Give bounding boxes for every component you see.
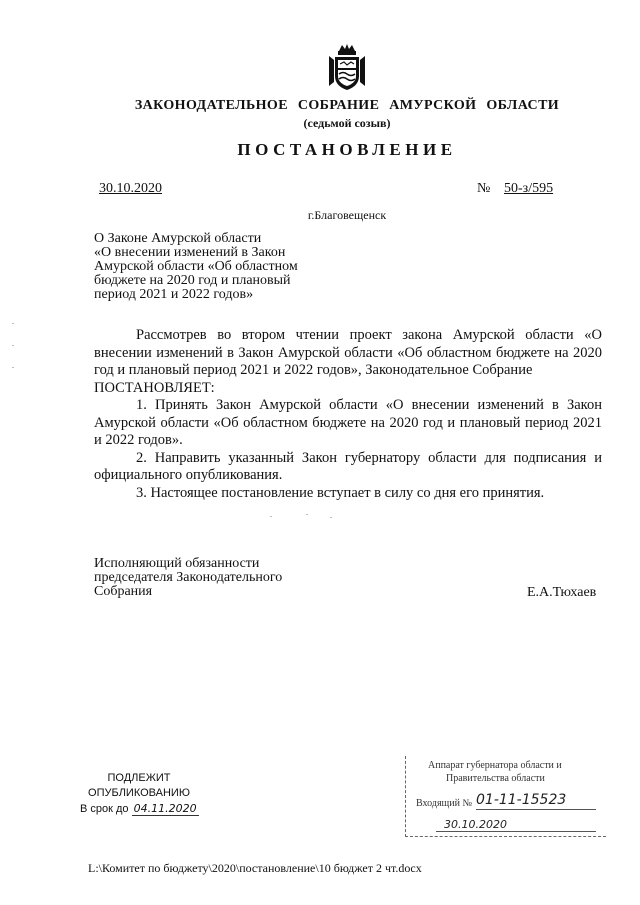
preamble-paragraph: Рассмотрев во втором чтении проект закона Амурской области «О внесении изменений в Закон Амурской области «Об областном бюджете на 2020 год и плановый период 2021 и 2022 годов», Законодательное Собрание bbox=[94, 327, 602, 378]
scan-speck bbox=[12, 323, 14, 324]
registration-date-underline bbox=[436, 831, 596, 832]
subject-line: О Законе Амурской области bbox=[94, 231, 262, 246]
signatory-position-line: председателя Законодательного bbox=[94, 570, 283, 585]
document-date: 30.10.2020 bbox=[99, 181, 162, 196]
registration-stamp-line: Правительства области bbox=[446, 773, 545, 784]
subject-line: период 2021 и 2022 годов» bbox=[94, 287, 254, 302]
scan-speck bbox=[12, 345, 14, 346]
coat-of-arms-icon bbox=[327, 42, 367, 92]
subject-line: «О внесении изменений в Закон bbox=[94, 245, 286, 260]
publish-deadline-prefix: В срок до bbox=[80, 803, 129, 815]
resolves-heading: ПОСТАНОВЛЯЕТ: bbox=[94, 379, 215, 396]
publish-stamp-line: ПОДЛЕЖИТ bbox=[107, 772, 171, 784]
registration-stamp-line: Аппарат губернатора области и bbox=[428, 760, 562, 771]
registration-date: 30.10.2020 bbox=[444, 818, 507, 831]
organization-title: ЗАКОНОДАТЕЛЬНОЕ СОБРАНИЕ АМУРСКОЙ ОБЛАСТИ bbox=[134, 98, 560, 113]
publish-deadline-value: 04.11.2020 bbox=[133, 802, 197, 815]
registration-number-prefix: Входящий № bbox=[416, 798, 473, 809]
scan-speck bbox=[270, 516, 272, 517]
coat-of-arms-emblem bbox=[327, 42, 367, 92]
document-body bbox=[94, 327, 602, 502]
convocation-label: (седьмой созыв) bbox=[303, 116, 391, 130]
signatory-position bbox=[94, 557, 354, 599]
resolution-item: 2. Направить указанный Закон губернатору области для подписания и официального опубликования. bbox=[94, 449, 602, 483]
signatory-position-line: Исполняющий обязанности bbox=[94, 556, 260, 571]
document-subject bbox=[94, 232, 334, 302]
scan-speck bbox=[12, 367, 14, 368]
document-number: 50-з/595 bbox=[504, 181, 554, 196]
registration-number: 01-11-15523 bbox=[476, 792, 567, 808]
signatory-name: Е.А.Тюхаев bbox=[527, 585, 597, 600]
resolution-item: 3. Настоящее постановление вступает в силу со дня его принятия. bbox=[136, 484, 545, 501]
scan-speck bbox=[306, 514, 308, 515]
city-label: г.Благовещенск bbox=[307, 208, 387, 222]
scan-speck bbox=[330, 517, 332, 518]
signatory-position-line: Собрания bbox=[94, 584, 153, 599]
number-sign: № bbox=[477, 181, 491, 196]
document-type-title: ПОСТАНОВЛЕНИЕ bbox=[237, 140, 457, 159]
subject-line: Амурской области «Об областном bbox=[94, 259, 298, 274]
resolution-item: 1. Принять Закон Амурской области «О внесении изменений в Закон Амурской области «Об областном бюджете на 2020 год и плановый период 2021 и 2022 годов». bbox=[94, 397, 602, 448]
subject-line: бюджете на 2020 год и плановый bbox=[94, 273, 291, 288]
registration-number-underline bbox=[476, 809, 596, 810]
publish-stamp bbox=[80, 771, 220, 817]
file-path-footer: L:\Комитет по бюджету\2020\постановление\10 бюджет 2 чт.docx bbox=[88, 861, 422, 875]
publish-stamp-line: ОПУБЛИКОВАНИЮ bbox=[88, 787, 190, 799]
registration-stamp bbox=[405, 756, 606, 837]
